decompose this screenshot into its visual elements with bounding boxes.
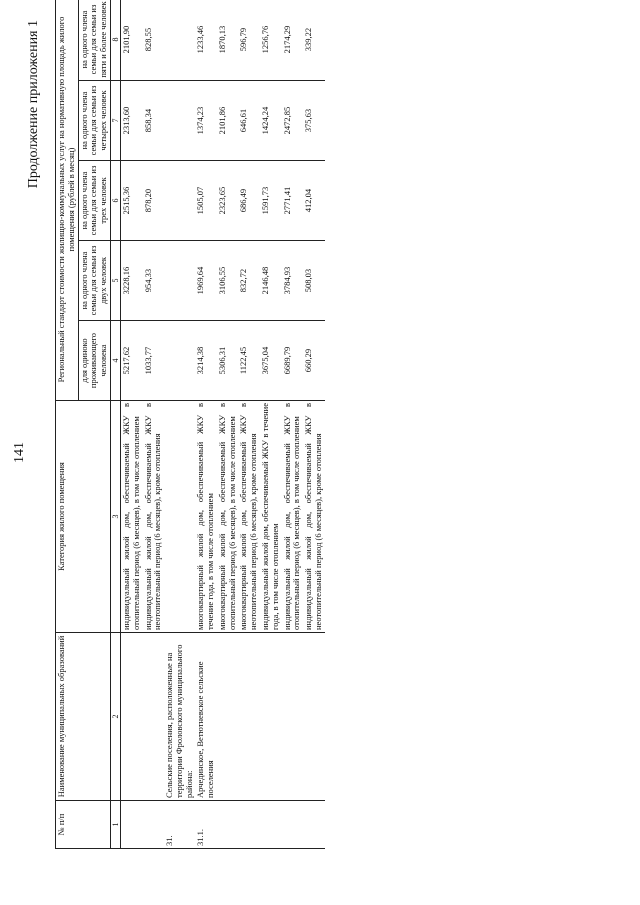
row-value: 3214,38: [195, 321, 217, 401]
row-value: 2771,41: [282, 161, 304, 241]
header-no: № п/п: [56, 801, 111, 849]
header-col5: на одного члена семьи для семьи из двух человек: [78, 241, 110, 321]
row-value: 828,55: [143, 0, 165, 81]
row-value: 508,03: [303, 241, 325, 321]
row-name: [260, 633, 282, 801]
row-category: многоквартирный жилой дом, обеспечиваемый ЖКУ в отопительный период (6 месяцев), в том числе отоплением: [217, 401, 239, 633]
appendix-label: Продолжение приложения 1: [26, 20, 41, 189]
column-number: 4: [110, 321, 120, 401]
row-value: 1591,73: [260, 161, 282, 241]
row-value: 1969,64: [195, 241, 217, 321]
row-no: 31.: [164, 801, 195, 849]
row-value: 5306,31: [217, 321, 239, 401]
row-value: 646,61: [238, 81, 260, 161]
row-value: 1033,77: [143, 321, 165, 401]
row-value: 1374,23: [195, 81, 217, 161]
header-category: Категория жилого помещения: [56, 401, 111, 633]
row-category: индивидуальный жилой дом, обеспечиваемый ЖКУ в отопительный период (6 месяцев), в том числе отоплением: [282, 401, 304, 633]
table-row: [303, 0, 325, 849]
row-value: 1256,76: [260, 0, 282, 81]
column-number: 8: [110, 0, 120, 81]
table-row: [238, 0, 260, 849]
row-value: 3675,04: [260, 321, 282, 401]
row-value: 858,34: [143, 81, 165, 161]
row-value: 5217,62: [121, 321, 143, 401]
row-value: 1122,45: [238, 321, 260, 401]
row-no: [303, 801, 325, 849]
header-name: Наименование муниципальных образований: [56, 633, 111, 801]
column-number: 5: [110, 241, 120, 321]
row-value: [164, 241, 195, 321]
row-name: [143, 633, 165, 801]
row-category: индивидуальный жилой дом, обеспечиваемый ЖКУ в неотопительный период (6 месяцев), кроме отопления: [143, 401, 165, 633]
row-name: [121, 633, 143, 801]
row-category: индивидуальный жилой дом, обеспечиваемый ЖКУ в отопительный период (6 месяцев), в том числе отоплением: [121, 401, 143, 633]
row-name: [303, 633, 325, 801]
table-row: [143, 0, 165, 849]
row-value: 596,79: [238, 0, 260, 81]
row-value: 6689,79: [282, 321, 304, 401]
row-value: 2323,65: [217, 161, 239, 241]
row-value: [164, 161, 195, 241]
row-name: Арчединское, Ветютневское сельские поселения: [195, 633, 217, 801]
row-value: [164, 0, 195, 81]
row-value: 375,63: [303, 81, 325, 161]
header-standard: Региональный стандарт стоимости жилищно-коммунальных услуг на нормативную площадь жилого помещения (рублей в месяц): [56, 0, 79, 401]
row-value: 2472,85: [282, 81, 304, 161]
row-category: [164, 401, 195, 633]
table-row: [260, 0, 282, 849]
table-row: [164, 0, 195, 849]
row-no: [260, 801, 282, 849]
tariff-table: [55, 0, 325, 849]
header-col6: на одного члена семьи для семьи из трех человек: [78, 161, 110, 241]
row-value: 1424,24: [260, 81, 282, 161]
row-value: 3106,55: [217, 241, 239, 321]
row-value: 3784,93: [282, 241, 304, 321]
row-value: 686,49: [238, 161, 260, 241]
row-name: [238, 633, 260, 801]
column-number: 6: [110, 161, 120, 241]
row-value: 339,22: [303, 0, 325, 81]
row-value: 412,04: [303, 161, 325, 241]
table-row: [217, 0, 239, 849]
row-value: 660,29: [303, 321, 325, 401]
page-number: 141: [12, 442, 27, 463]
column-number: 7: [110, 81, 120, 161]
row-no: [121, 801, 143, 849]
row-category: индивидуальный жилой дом, обеспечиваемый ЖКУ в неотопительный период (6 месяцев), кроме отопления: [303, 401, 325, 633]
header-col7: на одного члена семьи для семьи из четырех человек: [78, 81, 110, 161]
row-value: 1870,13: [217, 0, 239, 81]
row-value: 2174,29: [282, 0, 304, 81]
table-row: [282, 0, 304, 849]
column-number-row: [110, 0, 120, 849]
column-number: 2: [110, 633, 120, 801]
row-no: [282, 801, 304, 849]
row-category: индивидуальный жилой дом, обеспечиваемый ЖКУ в течение года, в том числе отоплением: [260, 401, 282, 633]
row-category: многоквартирный жилой дом, обеспечиваемый ЖКУ в неотопительный период (6 месяцев), кроме отопления: [238, 401, 260, 633]
row-value: [164, 81, 195, 161]
row-value: 1505,07: [195, 161, 217, 241]
table-row: [121, 0, 143, 849]
header-col8: на одного члена семьи для семьи из пяти и более человек: [78, 0, 110, 81]
row-value: 954,33: [143, 241, 165, 321]
row-value: 2101,90: [121, 0, 143, 81]
table-row: [195, 0, 217, 849]
row-value: 2101,86: [217, 81, 239, 161]
row-value: 3228,16: [121, 241, 143, 321]
row-value: 2146,48: [260, 241, 282, 321]
row-name: [217, 633, 239, 801]
row-no: [217, 801, 239, 849]
row-no: 31.1.: [195, 801, 217, 849]
row-no: [143, 801, 165, 849]
row-value: 832,72: [238, 241, 260, 321]
row-value: 2515,36: [121, 161, 143, 241]
row-name: [282, 633, 304, 801]
header-row: [56, 0, 79, 849]
header-col4: для одиноко проживающего человека: [78, 321, 110, 401]
row-no: [238, 801, 260, 849]
row-value: 2313,60: [121, 81, 143, 161]
row-category: многоквартирный жилой дом, обеспечиваемый ЖКУ в течение года, в том числе отоплением: [195, 401, 217, 633]
row-value: [164, 321, 195, 401]
column-number: 1: [110, 801, 120, 849]
row-value: 1233,46: [195, 0, 217, 81]
column-number: 3: [110, 401, 120, 633]
row-value: 878,20: [143, 161, 165, 241]
row-name: Сельские поселения, расположенные на территории Фроловского муниципального района:: [164, 633, 195, 801]
